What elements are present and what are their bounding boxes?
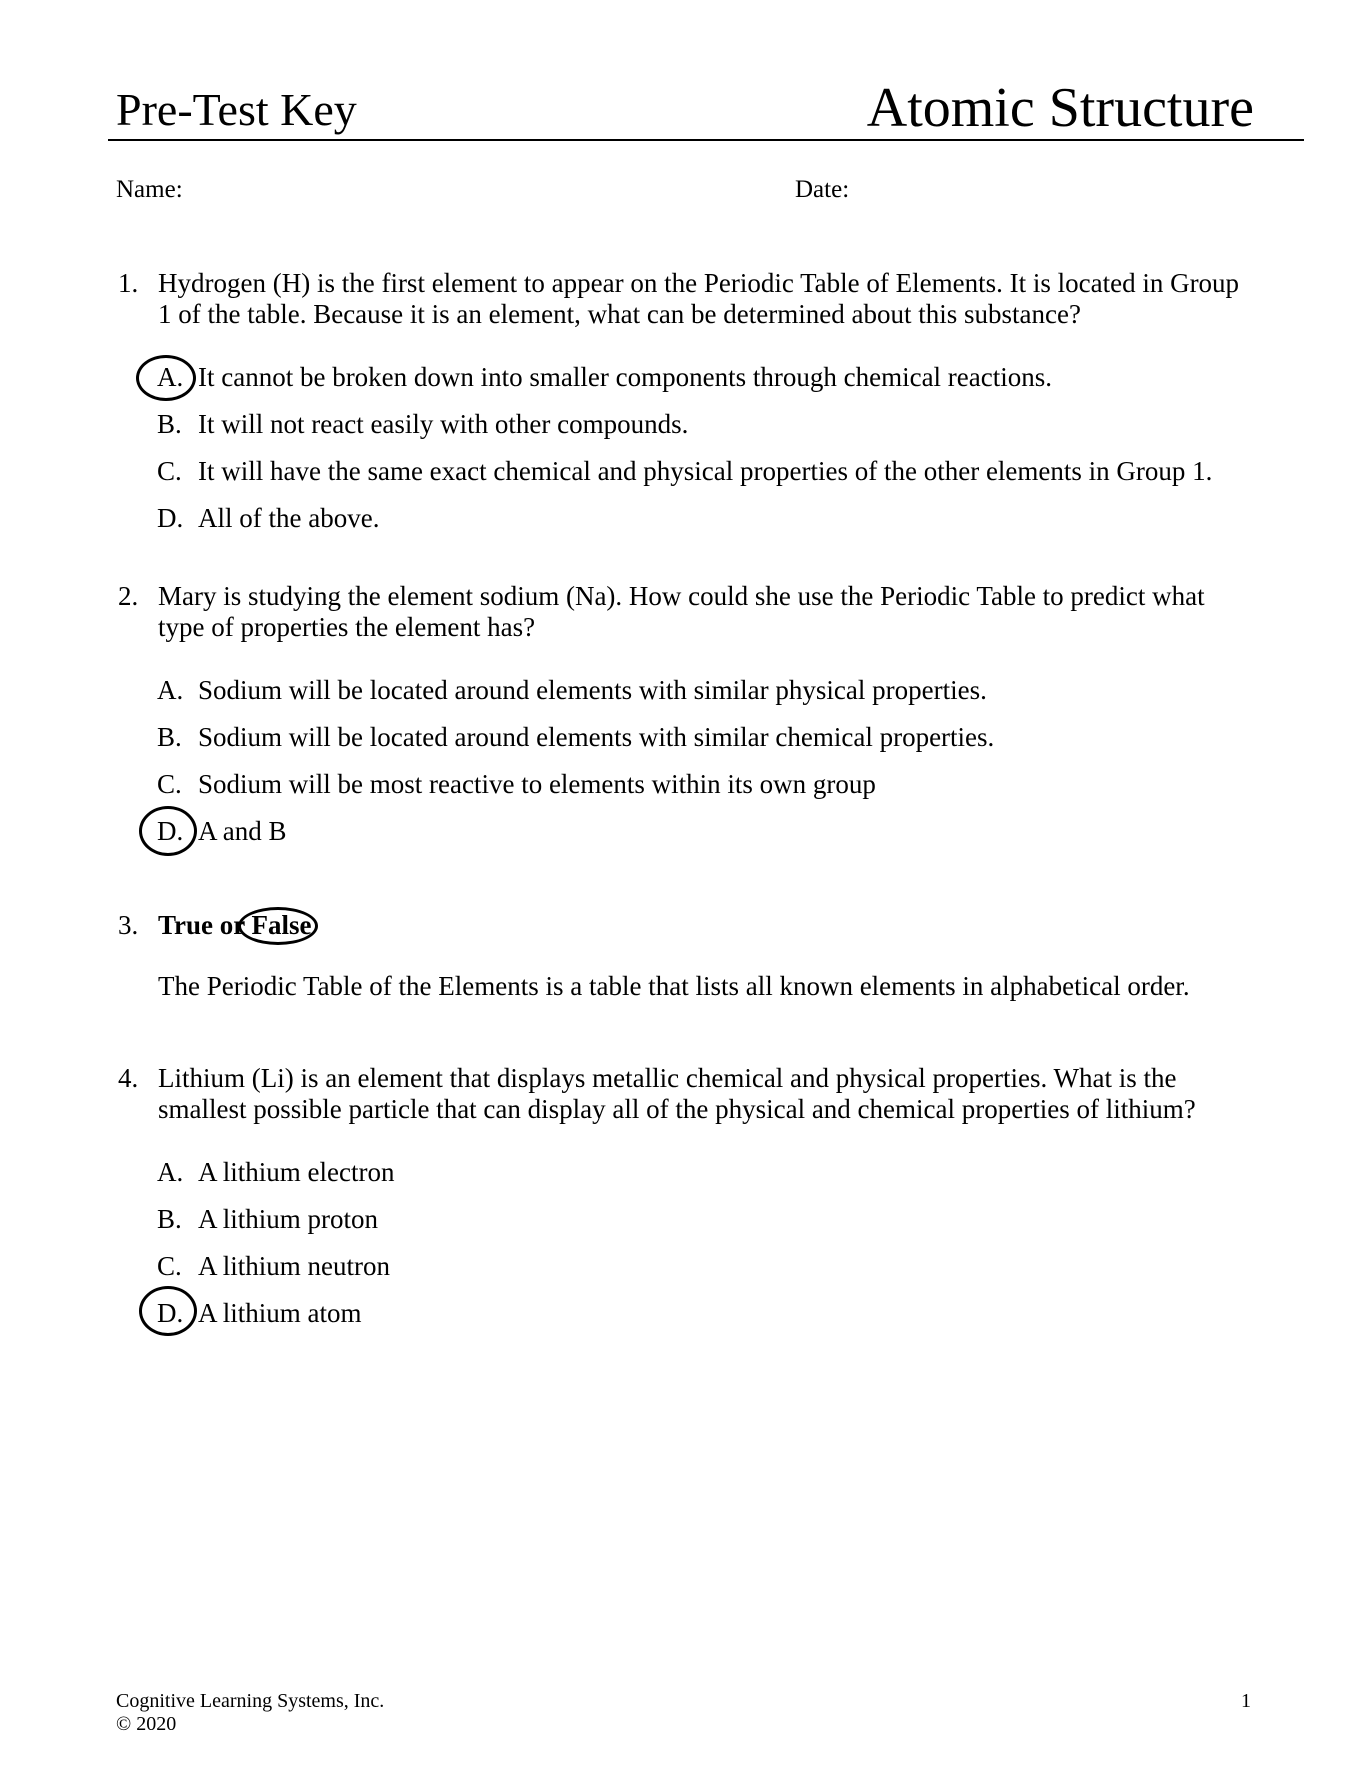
option-text: A lithium proton [198,1204,379,1234]
option-letter: A. [157,1157,184,1187]
option-text: A and B [198,816,287,846]
header-rule [108,139,1304,141]
option-letter: C. [157,769,182,799]
true-false-prompt [158,910,312,941]
or-label: or [219,910,245,940]
question-text-line: Hydrogen (H) is the first element to appear on the Periodic Table of Elements. It is located in Group [158,268,1240,298]
document-title: Pre-Test Key [116,84,357,135]
option-text: It cannot be broken down into smaller components through chemical reactions. [198,362,1053,392]
option-b[interactable] [157,722,994,753]
option-c[interactable] [157,769,876,800]
question-text-line: 1 of the table. Because it is an element, what can be determined about this substance? [158,299,1081,329]
footer-copyright: © 2020 [116,1713,177,1735]
option-letter: B. [157,722,182,752]
option-text: A lithium neutron [198,1251,390,1281]
option-letter: A. [157,362,184,392]
question-text-line: type of properties the element has? [158,612,536,642]
question-number: 4. [118,1063,139,1093]
option-a[interactable] [157,362,1052,393]
option-letter: D. [157,503,184,533]
footer-company: Cognitive Learning Systems, Inc. [116,1690,385,1712]
question-number: 2. [118,581,139,611]
option-text: It will have the same exact chemical and physical properties of the other elements in Group 1. [198,456,1213,486]
option-letter: D. [157,816,184,846]
option-text: Sodium will be most reactive to elements within its own group [198,769,876,799]
option-letter: C. [157,1251,182,1281]
option-b[interactable] [157,1204,378,1235]
page-number: 1 [1241,1690,1251,1712]
option-letter: D. [157,1298,184,1328]
question-text-line: smallest possible particle that can display all of the physical and chemical properties of lithium? [158,1094,1196,1124]
question-number: 1. [118,268,139,298]
option-text: Sodium will be located around elements with similar physical properties. [198,675,987,705]
option-text: A lithium electron [198,1157,395,1187]
option-a[interactable] [157,675,987,706]
option-d[interactable] [157,1298,362,1329]
name-label: Name: [116,176,183,203]
option-letter: B. [157,1204,182,1234]
option-c[interactable] [157,1251,390,1282]
option-d[interactable] [157,816,287,847]
option-text: All of the above. [198,503,380,533]
option-b[interactable] [157,409,688,440]
subject-title: Atomic Structure [866,77,1254,139]
option-text: A lithium atom [198,1298,362,1328]
option-c[interactable] [157,456,1212,487]
question-text-line: Lithium (Li) is an element that displays metallic chemical and physical properties. What is the [158,1063,1177,1093]
question-text-line: Mary is studying the element sodium (Na). How could she use the Periodic Table to predict what [158,581,1205,611]
option-a[interactable] [157,1157,394,1188]
false-option[interactable]: False [251,910,312,940]
option-letter: A. [157,675,184,705]
option-letter: B. [157,409,182,439]
option-text: It will not react easily with other compounds. [198,409,689,439]
option-letter: C. [157,456,182,486]
true-false-statement: The Periodic Table of the Elements is a table that lists all known elements in alphabetical order. [158,971,1190,1001]
option-d[interactable] [157,503,379,534]
date-label: Date: [795,176,850,203]
true-option[interactable]: True [158,910,213,940]
option-text: Sodium will be located around elements with similar chemical properties. [198,722,995,752]
question-number: 3. [118,910,139,940]
